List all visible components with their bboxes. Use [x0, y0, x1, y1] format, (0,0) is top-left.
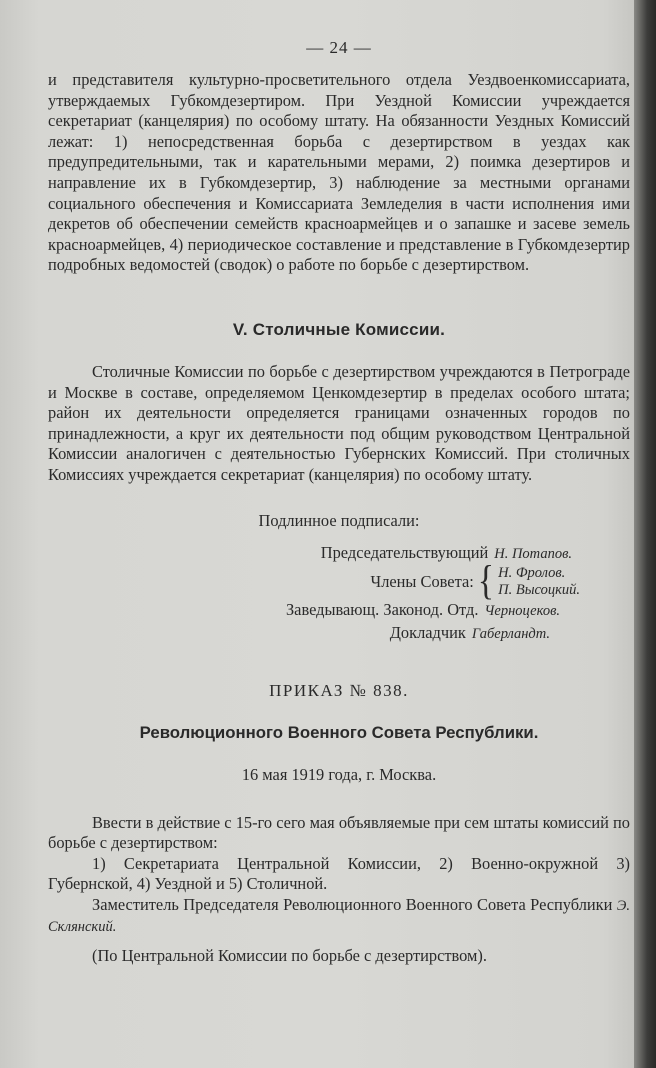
- reporter-name: Габерландт.: [471, 625, 550, 642]
- order-title: ПРИКАЗ № 838.: [269, 680, 409, 700]
- order-signature-title: Заместитель Председателя Революционного Военного Совета Республики: [92, 894, 613, 914]
- page-shadow-edge: [634, 0, 656, 1068]
- signature-reporter: [48, 622, 550, 645]
- paragraph-capital-commissions: Столичные Комиссии по борьбе с дезертирством учреждаются в Петрограде и Москве в составе, определяемом Ценкомдезертир в пределах особого штата; район их деятельности определяется границами означенных городов по принадлежности, а круг их деятельности под общим руководством Центральной Комиссии аналогичен с деятельностью Губернских Комиссий. При столичных Комиссиях учреждается секретариат (канцелярия) по особому штату.: [48, 361, 630, 484]
- signature-members: [48, 558, 580, 604]
- order-date: 16 мая 1919 года, г. Москва.: [241, 764, 437, 784]
- member-name: Н. Фролов.: [498, 564, 566, 581]
- order-list: 1) Секретариата Центральной Комиссии, 2) Военно-окружной 3) Губернской, 4) Уездной и 5) Столичной.: [48, 853, 630, 894]
- brace-symbol: {: [477, 558, 495, 604]
- signatures-intro: Подлинное подписали:: [258, 510, 420, 530]
- order-signature-name: Э. Склянский.: [48, 897, 630, 936]
- order-text: Ввести в действие с 15-го сего мая объявляемые при сем штаты комиссий по борьбе с дезертирством:: [48, 812, 630, 853]
- page-number: — 24 —: [306, 38, 372, 57]
- members-title: Члены Совета:: [370, 571, 474, 591]
- head-title: Заведывающ. Законод. Отд.: [285, 599, 479, 619]
- order-subtitle: Революционного Военного Совета Республики.: [139, 722, 539, 742]
- signatures-block: [48, 510, 630, 645]
- page-content: [48, 38, 630, 967]
- head-name: Черноцеков.: [484, 602, 560, 619]
- order-note: (По Центральной Комиссии по борьбе с дезертирством).: [92, 946, 487, 966]
- paragraph-uezd-commissions: и представителя культурно-просветительного отдела Уездвоенкомиссариата, утверждаемых Губкомдезертиром. При Уездной Комиссии учреждается секретариат (канцелярия) по особому штату. На обязанности Уездных Комиссий лежат: 1) непосредственная борьба с дезертирством в уездах как предупредительными, так и карательными мерами, 2) поимка дезертиров и направление их в Губкомдезертир, 3) наблюдение за местными органами социального обеспечения и Комиссариата Земледелия в части исполнения ими декретов об обеспечении семейств красноармейцев и о запашке и засеве земель красноармейцев, 4) периодическое составление и представление в Губкомдезертир подробных ведомостей (сводок) о работе по борьбе с дезертирством.: [48, 70, 630, 275]
- order-signature: [48, 895, 630, 938]
- reporter-title: Докладчик: [389, 622, 466, 642]
- chair-name: Н. Потапов.: [494, 545, 572, 562]
- chair-title: Председательствующий: [320, 542, 489, 562]
- member-name: П. Высоцкий.: [498, 581, 580, 598]
- members-names: [498, 565, 580, 599]
- section-heading: V. Столичные Комиссии.: [232, 319, 446, 339]
